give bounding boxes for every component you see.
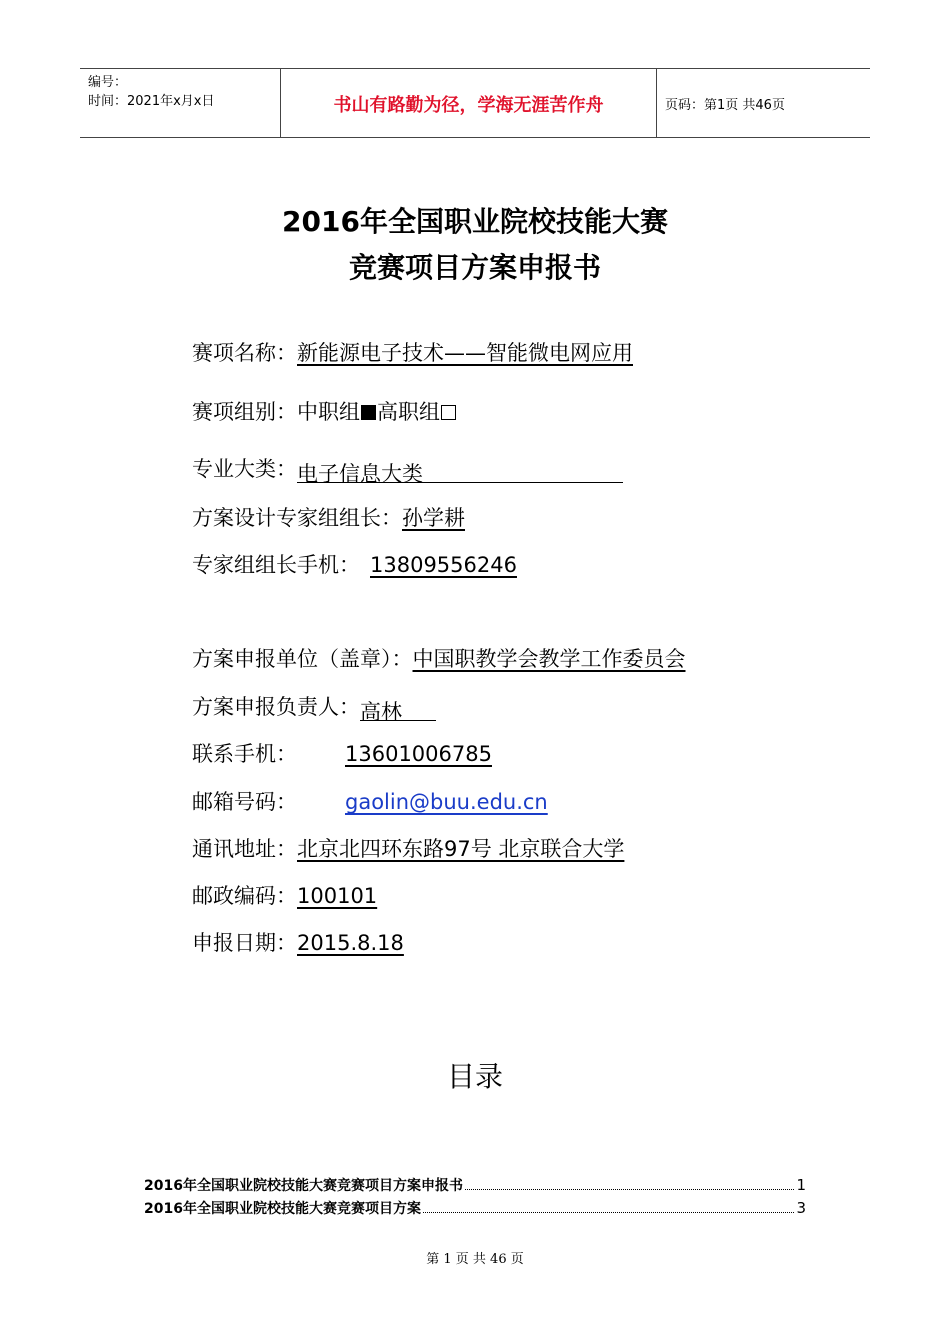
time-label: 时间：2021年x月x日 (88, 94, 215, 109)
field-label: 专业大类： (192, 457, 297, 481)
field-value: 高林 (360, 700, 402, 724)
field-label: 赛项名称： (192, 341, 297, 365)
header-meta (88, 73, 214, 111)
field-label: 赛项组别： (192, 400, 297, 424)
field-label: 通讯地址： (192, 837, 297, 861)
page-header (80, 68, 870, 138)
field-major (192, 453, 623, 486)
field-label: 专家组组长手机： (192, 553, 360, 577)
field-event-name (192, 337, 633, 367)
field-value: 新能源电子技术——智能微电网应用 (297, 341, 633, 365)
checkbox-checked-icon (361, 405, 376, 420)
field-value: 中国职教学会教学工作委员会 (412, 647, 686, 671)
field-value: 孙学耕 (402, 506, 465, 530)
field-value: 2015.8.18 (297, 931, 404, 955)
page-footer: 第 1 页 共 46 页 (426, 1252, 524, 1267)
checkbox-unchecked-icon (441, 405, 456, 420)
field-date (192, 927, 404, 957)
toc-entry-text: 2016年全国职业院校技能大赛竞赛项目方案 (144, 1201, 421, 1217)
email-link[interactable]: gaolin@buu.edu.cn (345, 790, 548, 814)
field-label: 方案申报单位（盖章）： (192, 647, 413, 671)
option-higher-label: 高职组 (377, 400, 440, 424)
field-event-group (192, 396, 457, 426)
field-leader-phone (192, 549, 517, 579)
toc-entry-page: 1 (796, 1176, 806, 1194)
field-label: 申报日期： (192, 931, 297, 955)
field-email (192, 786, 548, 816)
field-label: 方案申报负责人： (192, 695, 360, 719)
toc-entry[interactable] (144, 1175, 806, 1195)
field-value-underline (297, 458, 623, 486)
document-title-line1: 2016年全国职业院校技能大赛 (282, 205, 668, 238)
toc-leader-dots (423, 1212, 794, 1213)
field-phone (192, 738, 492, 768)
toc-leader-dots (465, 1189, 794, 1190)
field-value: 北京北四环东路97号 北京联合大学 (297, 837, 625, 861)
field-label: 方案设计专家组组长： (192, 506, 402, 530)
field-address (192, 833, 624, 863)
field-value: 13601006785 (345, 742, 492, 766)
header-motto: 书山有路勤为径，学海无涯苦作舟 (333, 95, 604, 116)
toc-entry-text: 2016年全国职业院校技能大赛竞赛项目方案申报书 (144, 1178, 463, 1194)
toc-entry[interactable] (144, 1198, 806, 1218)
field-person (192, 691, 436, 724)
field-label: 联系手机： (192, 742, 297, 766)
field-value-underline (360, 696, 436, 724)
field-value: 13809556246 (370, 553, 517, 577)
number-label: 编号： (88, 75, 128, 90)
field-leader (192, 502, 465, 532)
document-title-line2: 竞赛项目方案申报书 (348, 251, 601, 284)
field-postcode (192, 880, 377, 910)
field-unit (192, 643, 686, 673)
field-value: 电子信息大类 (297, 462, 423, 486)
header-divider (656, 69, 657, 137)
field-label: 邮政编码： (192, 884, 297, 908)
field-value: 100101 (297, 884, 378, 908)
field-label: 邮箱号码： (192, 790, 297, 814)
option-secondary-label: 中职组 (297, 400, 360, 424)
toc-title: 目录 (446, 1060, 503, 1093)
header-page-info: 页码：第1页 共46页 (665, 98, 785, 113)
toc-entry-page: 3 (796, 1199, 806, 1217)
